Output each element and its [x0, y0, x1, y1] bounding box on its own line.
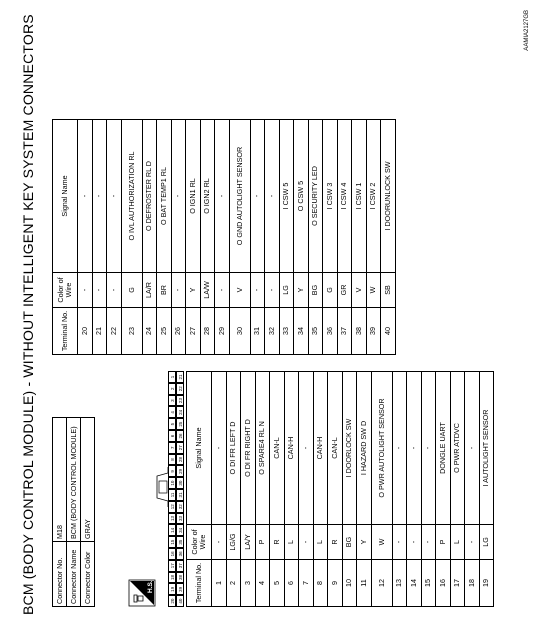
- terminal-no-cell: 16: [436, 560, 451, 607]
- pin-cell: 31: [176, 489, 184, 501]
- connector-no-label: Connector No.: [53, 542, 67, 607]
- table-row: [215, 120, 230, 355]
- table-row: [308, 120, 323, 355]
- pin-cell: 40: [176, 595, 184, 607]
- table-row: [212, 372, 227, 607]
- wire-color-cell: BG: [308, 273, 323, 308]
- wire-color-cell: LG: [479, 525, 494, 560]
- connector-pin-diagram: [168, 371, 184, 607]
- pin-cell: 3: [168, 395, 176, 407]
- pin-cell: 24: [176, 406, 184, 418]
- signal-name-cell: -: [465, 372, 480, 525]
- connector-name-row: [67, 418, 81, 607]
- signal-name-cell: CAN-H: [313, 372, 328, 525]
- pin-cell: 20: [168, 595, 176, 607]
- terminal-no-cell: 4: [255, 560, 270, 607]
- wire-color-cell: W: [366, 273, 381, 308]
- table-row: [479, 372, 494, 607]
- terminal-no-cell: 14: [407, 560, 422, 607]
- wire-color-cell: V: [229, 273, 250, 308]
- signal-name-cell: O CSW 5: [294, 120, 309, 273]
- wire-color-cell: -: [250, 273, 265, 308]
- wire-color-cell: LA/R: [142, 273, 157, 308]
- pin-cell: 11: [168, 489, 176, 501]
- terminal-no-cell: 1: [212, 560, 227, 607]
- wire-color-cell: -: [299, 525, 314, 560]
- table-row: [78, 120, 93, 355]
- pin-cell: 33: [176, 513, 184, 525]
- connector-no-value: M18: [53, 418, 67, 542]
- wire-color-cell: -: [212, 525, 227, 560]
- pin-cell: 12: [168, 501, 176, 513]
- signal-name-cell: -: [215, 120, 230, 273]
- wire-color-cell: BG: [342, 525, 357, 560]
- terminal-no-cell: 19: [479, 560, 494, 607]
- table-row: [421, 372, 436, 607]
- wire-color-cell: -: [78, 273, 93, 308]
- connector-latch-icon: [155, 467, 168, 507]
- table-row: [294, 120, 309, 355]
- terminal-no-cell: 25: [157, 308, 172, 355]
- pin-cell: 10: [168, 477, 176, 489]
- pin-cell: 34: [176, 524, 184, 536]
- pin-cell: 15: [168, 536, 176, 548]
- wire-color-cell: -: [265, 273, 280, 308]
- terminal-no-cell: 9: [328, 560, 343, 607]
- color-header: Color of Wire: [187, 525, 212, 560]
- pin-cell: 29: [176, 465, 184, 477]
- document-title: BCM (BODY CONTROL MODULE) - WITHOUT INTELLIGENT KEY SYSTEM CONNECTORS: [20, 14, 36, 615]
- wire-color-cell: LA/W: [200, 273, 215, 308]
- table-row: [392, 372, 407, 607]
- terminal-no-cell: 26: [171, 308, 186, 355]
- terminal-no-cell: 20: [78, 308, 93, 355]
- wire-color-cell: P: [436, 525, 451, 560]
- table-row: [407, 372, 422, 607]
- terminal-no-cell: 17: [450, 560, 465, 607]
- terminal-no-cell: 3: [241, 560, 256, 607]
- pin-cell: 5: [168, 418, 176, 430]
- signal-name-cell: CAN-L: [270, 372, 285, 525]
- pin-cell: 26: [176, 430, 184, 442]
- signal-name-cell: -: [250, 120, 265, 273]
- harness-side-icon: [128, 579, 156, 607]
- pin-cell: 19: [168, 583, 176, 595]
- table-header-row: [53, 120, 78, 355]
- pin-row-top: [168, 371, 176, 607]
- wire-color-cell: GR: [337, 273, 352, 308]
- connector-color-label: Connector Color: [81, 542, 95, 607]
- terminal-no-cell: 40: [381, 308, 396, 355]
- terminal-no-cell: 33: [279, 308, 294, 355]
- hs-label: H.S.: [147, 580, 154, 593]
- terminal-no-cell: 38: [352, 308, 367, 355]
- terminal-no-cell: 6: [284, 560, 299, 607]
- table-row: [255, 372, 270, 607]
- signal-name-cell: O SECURITY LED: [308, 120, 323, 273]
- pin-cell: 32: [176, 501, 184, 513]
- wire-color-cell: BR: [157, 273, 172, 308]
- table-row: [313, 372, 328, 607]
- pin-cell: 13: [168, 513, 176, 525]
- table-row: [357, 372, 372, 607]
- pin-cell: 35: [176, 536, 184, 548]
- table-row: [107, 120, 122, 355]
- signal-name-cell: -: [407, 372, 422, 525]
- terminal-table-right-body: [78, 120, 396, 355]
- table-row: [171, 120, 186, 355]
- signal-header: Signal Name: [187, 372, 212, 525]
- table-row: [366, 120, 381, 355]
- wire-color-cell: LG: [279, 273, 294, 308]
- signal-name-cell: I CSW 4: [337, 120, 352, 273]
- table-row: [450, 372, 465, 607]
- connector-color-value: GRAY: [81, 418, 95, 542]
- connector-no-row: [53, 418, 67, 607]
- wire-color-cell: -: [107, 273, 122, 308]
- terminal-no-cell: 10: [342, 560, 357, 607]
- pin-cell: 28: [176, 454, 184, 466]
- signal-name-cell: CAN-H: [284, 372, 299, 525]
- pin-cell: 27: [176, 442, 184, 454]
- terminal-no-cell: 8: [313, 560, 328, 607]
- signal-name-cell: -: [107, 120, 122, 273]
- pin-cell: 16: [168, 548, 176, 560]
- terminal-no-cell: 11: [357, 560, 372, 607]
- wire-color-cell: -: [421, 525, 436, 560]
- table-header-row: [187, 372, 212, 607]
- signal-name-cell: -: [421, 372, 436, 525]
- signal-name-cell: O GND AUTOLIGHT SENSOR: [229, 120, 250, 273]
- table-row: [328, 372, 343, 607]
- terminal-no-cell: 24: [142, 308, 157, 355]
- pin-cell: 21: [176, 371, 184, 383]
- pin-cell: 8: [168, 454, 176, 466]
- pin-row-bottom: [176, 371, 184, 607]
- signal-name-cell: -: [92, 120, 107, 273]
- wire-color-cell: L: [284, 525, 299, 560]
- terminal-table-right: [52, 119, 396, 355]
- signal-name-cell: I DOORUNLOCK SW: [381, 120, 396, 273]
- pin-cell: 25: [176, 418, 184, 430]
- color-header: Color of Wire: [53, 273, 78, 308]
- terminal-no-cell: 30: [229, 308, 250, 355]
- pin-cell: 30: [176, 477, 184, 489]
- terminal-no-cell: 12: [371, 560, 392, 607]
- terminal-no-cell: 18: [465, 560, 480, 607]
- table-row: [299, 372, 314, 607]
- connector-info-table: [52, 417, 95, 607]
- wire-color-cell: R: [270, 525, 285, 560]
- signal-name-cell: O SPARE4 RL N: [255, 372, 270, 525]
- signal-name-cell: O DI FR RIGHT D: [241, 372, 256, 525]
- table-row: [352, 120, 367, 355]
- wire-color-cell: -: [392, 525, 407, 560]
- pin-cell: 1: [168, 371, 176, 383]
- pin-cell: 2: [168, 383, 176, 395]
- terminal-header: Terminal No.: [53, 308, 78, 355]
- table-row: [250, 120, 265, 355]
- table-row: [226, 372, 241, 607]
- terminal-no-cell: 15: [421, 560, 436, 607]
- pin-cell: 22: [176, 383, 184, 395]
- wire-color-cell: V: [352, 273, 367, 308]
- connector-color-row: [81, 418, 95, 607]
- connector-name-label: Connector Name: [67, 542, 81, 607]
- terminal-no-cell: 39: [366, 308, 381, 355]
- signal-name-cell: O PWR ATDVC: [450, 372, 465, 525]
- table-row: [121, 120, 142, 355]
- terminal-no-cell: 35: [308, 308, 323, 355]
- table-row: [186, 120, 201, 355]
- table-row: [200, 120, 215, 355]
- signal-name-cell: O BAT TEMP1 RL: [157, 120, 172, 273]
- pin-cell: 7: [168, 442, 176, 454]
- signal-name-cell: DONGLE UART: [436, 372, 451, 525]
- terminal-no-cell: 5: [270, 560, 285, 607]
- pin-cell: 39: [176, 583, 184, 595]
- signal-name-cell: I CSW 1: [352, 120, 367, 273]
- terminal-no-cell: 32: [265, 308, 280, 355]
- signal-name-cell: I CSW 3: [323, 120, 338, 273]
- signal-name-cell: O DI FR LEFT D: [226, 372, 241, 525]
- table-row: [241, 372, 256, 607]
- pin-cell: 38: [176, 572, 184, 584]
- terminal-no-cell: 2: [226, 560, 241, 607]
- terminal-no-cell: 28: [200, 308, 215, 355]
- terminal-header: Terminal No.: [187, 560, 212, 607]
- terminal-no-cell: 21: [92, 308, 107, 355]
- pin-cell: 4: [168, 406, 176, 418]
- pin-cell: 6: [168, 430, 176, 442]
- pin-cell: 18: [168, 572, 176, 584]
- signal-name-cell: I CSW 2: [366, 120, 381, 273]
- wire-color-cell: Y: [186, 273, 201, 308]
- table-row: [142, 120, 157, 355]
- signal-name-cell: O IVL AUTHORIZATION RL: [121, 120, 142, 273]
- terminal-no-cell: 31: [250, 308, 265, 355]
- terminal-no-cell: 27: [186, 308, 201, 355]
- terminal-no-cell: 36: [323, 308, 338, 355]
- signal-name-cell: I AUTOLIGHT SENSOR: [479, 372, 494, 525]
- table-row: [337, 120, 352, 355]
- terminal-no-cell: 22: [107, 308, 122, 355]
- wire-color-cell: L: [313, 525, 328, 560]
- signal-name-cell: -: [392, 372, 407, 525]
- pin-cell: 37: [176, 560, 184, 572]
- wire-color-cell: G: [121, 273, 142, 308]
- table-row: [284, 372, 299, 607]
- table-row: [381, 120, 396, 355]
- wire-color-cell: LA/Y: [241, 525, 256, 560]
- figure-code: AAMIA2127GB: [524, 10, 530, 51]
- signal-name-cell: -: [212, 372, 227, 525]
- terminal-table-left-body: [212, 372, 494, 607]
- wire-color-cell: Y: [294, 273, 309, 308]
- wire-color-cell: Y: [357, 525, 372, 560]
- wire-color-cell: SB: [381, 273, 396, 308]
- signal-header: Signal Name: [53, 120, 78, 273]
- table-row: [465, 372, 480, 607]
- table-row: [323, 120, 338, 355]
- signal-name-cell: -: [78, 120, 93, 273]
- signal-name-cell: O PWR AUTOLIGHT SENSOR: [371, 372, 392, 525]
- table-row: [270, 372, 285, 607]
- table-row: [229, 120, 250, 355]
- signal-name-cell: O IGN1 RL: [186, 120, 201, 273]
- table-row: [342, 372, 357, 607]
- wire-color-cell: W: [371, 525, 392, 560]
- signal-name-cell: -: [265, 120, 280, 273]
- wire-color-cell: -: [171, 273, 186, 308]
- connector-name-value: BCM (BODY CONTROL MODULE): [67, 418, 81, 542]
- signal-name-cell: -: [299, 372, 314, 525]
- table-row: [279, 120, 294, 355]
- wire-color-cell: L: [450, 525, 465, 560]
- table-row: [265, 120, 280, 355]
- table-row: [92, 120, 107, 355]
- signal-name-cell: I DOORLOCK SW: [342, 372, 357, 525]
- pin-cell: 36: [176, 548, 184, 560]
- wire-color-cell: -: [407, 525, 422, 560]
- signal-name-cell: O DEFROSTER RL D: [142, 120, 157, 273]
- signal-name-cell: O IGN2 RL: [200, 120, 215, 273]
- terminal-no-cell: 23: [121, 308, 142, 355]
- table-row: [436, 372, 451, 607]
- table-row: [371, 372, 392, 607]
- signal-name-cell: -: [171, 120, 186, 273]
- wire-color-cell: LG/G: [226, 525, 241, 560]
- terminal-no-cell: 13: [392, 560, 407, 607]
- terminal-no-cell: 37: [337, 308, 352, 355]
- pin-cell: 9: [168, 465, 176, 477]
- pin-cell: 14: [168, 524, 176, 536]
- pin-cell: 17: [168, 560, 176, 572]
- terminal-table-left: [186, 371, 494, 607]
- terminal-no-cell: 34: [294, 308, 309, 355]
- table-row: [157, 120, 172, 355]
- terminal-no-cell: 29: [215, 308, 230, 355]
- wire-color-cell: -: [465, 525, 480, 560]
- signal-name-cell: I HAZARD SW D: [357, 372, 372, 525]
- pin-cell: 23: [176, 395, 184, 407]
- wire-color-cell: -: [92, 273, 107, 308]
- wire-color-cell: P: [255, 525, 270, 560]
- wire-color-cell: -: [215, 273, 230, 308]
- terminal-no-cell: 7: [299, 560, 314, 607]
- signal-name-cell: I CSW 5: [279, 120, 294, 273]
- wire-color-cell: G: [323, 273, 338, 308]
- signal-name-cell: CAN-L: [328, 372, 343, 525]
- wire-color-cell: R: [328, 525, 343, 560]
